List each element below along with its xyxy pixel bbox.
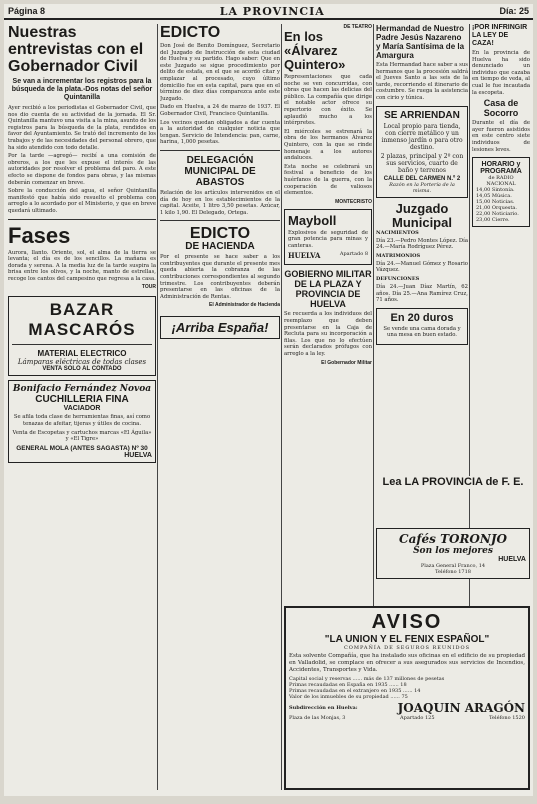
ad-phone: Teléfono 1718 — [435, 569, 471, 575]
article-body: Día 24.—Juan Díaz Martín, 62 años. Día 25.—Ana Ramírez Cruz, 71 años. — [376, 283, 468, 304]
newspaper-page — [4, 4, 533, 796]
headline-edicto: EDICTO — [160, 24, 221, 41]
ad-address: CALLE DEL CARMEN N.º 2 — [383, 175, 461, 182]
ad-box: Apartado 125 — [400, 715, 435, 721]
article-body: Representaciones que cada noche se ven concurridas, con obras que hacen las delicias del público. La compañía que dirige el notable actor ofrece su repertorio con éxito. Se aplaudió mucho a los intérpretes. — [284, 74, 372, 127]
schedule-item: 14,05 Música. — [476, 193, 512, 200]
section-label: DEFUNCIONES — [376, 275, 420, 282]
ad-line: Lámparas eléctricas de todas clases — [17, 358, 147, 367]
headline-interview: Nuestras entrevistas con el Gobernador Civil — [8, 24, 144, 75]
ad-agent: JOAQUIN ARAGÓN — [397, 701, 525, 715]
masthead — [4, 4, 533, 20]
ad-city: HUELVA — [498, 556, 526, 563]
article-body: Día 24.—Manuel Gómez y Rosario Vázquez. — [376, 260, 468, 274]
headline-edicto-2: EDICTO — [189, 225, 251, 243]
ad-line: Valor de los inmuebles de su propiedad ...... 75 — [289, 694, 408, 700]
column-2 — [160, 24, 280, 790]
schedule-item: 23,00 Cierre. — [476, 217, 510, 224]
article-body: El miércoles se estrenará la obra de los hermanos Álvarez Quintero, con la que se rinde homenaje a los autores andaluces. — [284, 128, 372, 162]
ad-address: Plaza de las Monjas, 3 — [289, 715, 346, 721]
ad-phone: Teléfono 1520 — [489, 715, 525, 721]
ad-title: En 20 duros — [390, 311, 454, 324]
headline-hacienda: DE HACIENDA — [185, 241, 255, 253]
ad-text: 2 plazas, principal y 2º con sus servicios, cuarto de baño y terrenos — [380, 152, 464, 174]
ad-city: HUELVA — [288, 251, 321, 261]
ad-title: Mayboll — [288, 212, 337, 228]
ad-line: MATERIAL ELECTRICO — [37, 349, 127, 359]
ad-text: Esta solvente Compañía, que ha instalado sus oficinas en el edificio de su propiedad en Valladolid, se complace en ofrecer a sus asegurados sus servicios de Incendios, Accidentes, Transportes y Vida. — [289, 653, 525, 673]
divider — [12, 344, 152, 345]
divider — [8, 219, 156, 220]
headline-quintero: En los «Álvarez Quintero» — [284, 29, 346, 72]
ad-title: BAZAR MASCARÓS — [28, 300, 136, 340]
box-subtitle: de RADIO NACIONAL — [486, 175, 516, 188]
article-body: Esta noche se celebrará un festival a beneficio de los huérfanos de la guerra, con la cooperación de valiosos elementos. — [284, 163, 372, 197]
schedule-item: 22,00 Noticiario. — [476, 211, 519, 218]
headline-juzgado: Juzgado Municipal — [392, 200, 452, 230]
ad-company: "LA UNION Y EL FENIX ESPAÑOL" — [324, 634, 490, 645]
ad-text: Se afila toda clase de herramientas finas, así como tenazas de afeitar, tijeras y útiles de cocina. — [13, 414, 151, 428]
ad-line: CUCHILLERIA FINA — [35, 394, 129, 406]
ad-line: VENTA SOLO AL CONTADO — [42, 366, 122, 373]
headline-abastos: DELEGACIÓN MUNICIPAL DE ABASTOS — [184, 154, 256, 188]
byline: MONTECRISTO — [335, 198, 372, 205]
box-horario — [472, 157, 530, 227]
column-1 — [8, 24, 156, 790]
ad-address: Plaza General Franco, 14 — [420, 563, 486, 569]
article-body: Don José de Benito Domínguez, Secretario del Juzgado de Instrucción de esta ciudad de Huelva y su partido. Hago saber: Que en este Juzgado se sigue procedimiento por delito de estafa, en el que se acordó citar y emplazar al procesado, cuyo último domicilio fue en esta capital, para que en el término de diez días comparezca ante este Juzgado. — [160, 43, 280, 102]
ad-line: Primas recaudadas en el extranjero en 1935 ...... 14 — [289, 688, 421, 694]
ad-line: VACIADOR — [63, 405, 101, 413]
byline: El Gobernador Militar — [321, 359, 372, 366]
ad-line: Capital social y reservas ...... más de 137 millones de pesetas — [289, 676, 445, 682]
banner-arriba — [160, 316, 280, 339]
ad-text: Se vende una cama dorada y una mesa en buen estado. — [383, 325, 461, 339]
ad-address: GENERAL MOLA (ANTES SAGASTA) Nº 30 — [16, 444, 148, 452]
subhead-interview: Se van a incrementar los registros para la búsqueda de la plata.-Dos notas del señor Quintanilla — [11, 78, 153, 101]
divider — [160, 220, 280, 221]
column-rule — [157, 24, 158, 790]
ad-title: Cafés TORONJO — [399, 532, 507, 546]
ad-text: Local propio para tienda, con cierre metálico y un inmenso jardín o para otro destino. — [381, 122, 463, 151]
column-rule — [281, 24, 282, 790]
article-body: Aurora, llanto. Oriente, sol, el alma de la tierra se levanta; el día es de los sencillos. La mañana es dorada y serena. A la media luz de la tarde suspira la brisa entre los olivos, y la noche, manto de estrellas, recoge los cantos del campesino que regresa a la casa. — [8, 249, 156, 282]
article-body: Los vecinos quedan obligados a dar cuenta a la autoridad de cualquier noticia que tengan. Servicio de Intendencia: pan, carne, harina, 1,000 pesetas. — [160, 119, 280, 146]
article-body: Ayer recibió a los periodistas el Gobernador Civil, que nos dio cuenta de su actividad de la jornada. El Sr. Quintanilla mantuvo una visita a la mina, asunto de los registros para la búsqueda de la plata, rendidos en favor del Ayuntamiento. Se trató del incremento de los trabajos y de las necesidades del personal obrero, que ha sido atendido con todo detalle. — [8, 105, 156, 151]
headline-caza: ¡POR INFRINGIR LA LEY DE CAZA! — [472, 24, 528, 47]
ad-line: Son los mejores — [413, 546, 493, 556]
section-label: NACIMIENTOS — [376, 229, 419, 236]
article-body: Por el presente se hace saber a los contribuyentes que durante el presente mes queda abierta la cobranza de las contribuciones correspondientes al segundo trimestre. Los contribuyentes deberán presentarse en las oficinas de la Administración de Rentas. — [160, 254, 280, 300]
newspaper-title: LA PROVINCIA — [219, 4, 325, 18]
article-body: Esta Hermandad hace saber a sus hermanos que la procesión saldrá el Jueves Santo a las seis de la tarde, recorriendo el itinerario de costumbre. Se ruega la asistencia con cirio y túnica. — [376, 62, 468, 101]
promo-lea — [376, 476, 530, 489]
ad-title: SE ARRIENDAN — [384, 109, 460, 121]
ad-label: Subdirección en Huelva: — [289, 705, 358, 711]
ad-box: Apartado 8 — [339, 251, 368, 258]
ad-title: Bonifacio Fernández Novoa — [12, 384, 152, 395]
ad-cafes-toronjo — [376, 528, 530, 579]
ad-mayboll — [284, 209, 372, 266]
ad-title: AVISO — [371, 611, 443, 633]
article-body: Se recuerda a los individuos del reemplazo que deben presentarse en la Caja de Recluta para su incorporación a filas. Los que no lo efectúen serán declarados prófugos con arreglo a la ley. — [284, 311, 372, 358]
ad-arriendan — [376, 106, 468, 198]
slogan: ¡Arriba España! — [171, 320, 269, 336]
ad-note: Razón en la Portería de la misma. — [389, 181, 455, 194]
ad-line: Primas recaudadas en España en 1935 ...... 18 — [289, 682, 407, 688]
byline: TOUR — [141, 284, 156, 291]
ad-aviso — [284, 606, 530, 790]
section-label: DE TEATRO — [343, 24, 372, 30]
byline: El Administrador de Hacienda — [209, 302, 280, 309]
page-number: Página 8 — [8, 6, 46, 16]
ad-text: Venta de Escopetas y cartuchos marcas «El Águila» y «El Tigre» — [12, 429, 152, 443]
promo-text: Lea LA PROVINCIA de F. E. — [382, 476, 524, 488]
ad-text: Explosivos de seguridad de gran potencia para minas y canteras. — [288, 229, 368, 249]
headline-gobierno-militar: GOBIERNO MILITAR DE LA PLAZA Y PROVINCIA DE HUELVA — [284, 269, 372, 310]
article-body: Día 23.—Pedro Montes López. Día 24.—María Rodríguez Pérez. — [376, 237, 468, 251]
ad-city: HUELVA — [124, 451, 152, 459]
date-label: Día: 25 — [499, 6, 529, 16]
box-title: HORARIO y PROGRAMA — [480, 161, 522, 176]
divider — [160, 150, 280, 151]
article-body: Dado en Huelva, a 24 de marzo de 1937. El Gobernador Civil, Francisco Quintanilla. — [160, 104, 280, 117]
article-body: Relación de los artículos intervenidos en el día de hoy en los establecimientos de la capital. Aceite, 1 litro 3,50 pesetas. Azúcar, 1 kilo 1,90. El Delegado, Ortega. — [160, 189, 280, 216]
article-body: Sobre la conducción del agua, el señor Quintanilla manifestó que había sido resuelto el problema con arreglo a lo acordado por el Ministerio, y que en breve quedará ultimado. — [8, 188, 156, 214]
headline-casa-socorro: Casa de Socorro — [483, 98, 519, 119]
article-body: Por la tarde —agregó— recibí a una comisión de obreros, a los que les expuse el interés de las autoridades por resolver el problema del paro. A este efecto se dispone de fondos para obras, y las mismas deberán comenzar en breve. — [8, 153, 156, 186]
ad-bazar — [8, 296, 156, 376]
schedule-item: 14,00 Sintonía. — [476, 187, 515, 194]
schedule-item: 21,00 Orquesta. — [476, 205, 517, 212]
ad-subtitle: COMPAÑÍA DE SEGUROS REUNIDOS — [343, 645, 471, 651]
article-body: Durante el día de ayer fueron asistidos en este centro siete individuos de lesiones leves. — [472, 120, 530, 153]
section-label: MATRIMONIOS — [376, 252, 421, 259]
ad-veinte-duros — [376, 308, 468, 345]
article-body: En la provincia de Huelva ha sido denunciado un individuo que cazaba en tiempo de veda, al cual le fue incautada la escopeta. — [472, 50, 530, 96]
schedule-item: 15,00 Noticias. — [476, 199, 515, 206]
headline-fases: Fases — [8, 222, 71, 248]
ad-cuchilleria — [8, 380, 156, 462]
headline-hermandad: Hermandad de Nuestro Padre Jesús Nazareno y María Santísima de la Amargura — [376, 24, 465, 60]
